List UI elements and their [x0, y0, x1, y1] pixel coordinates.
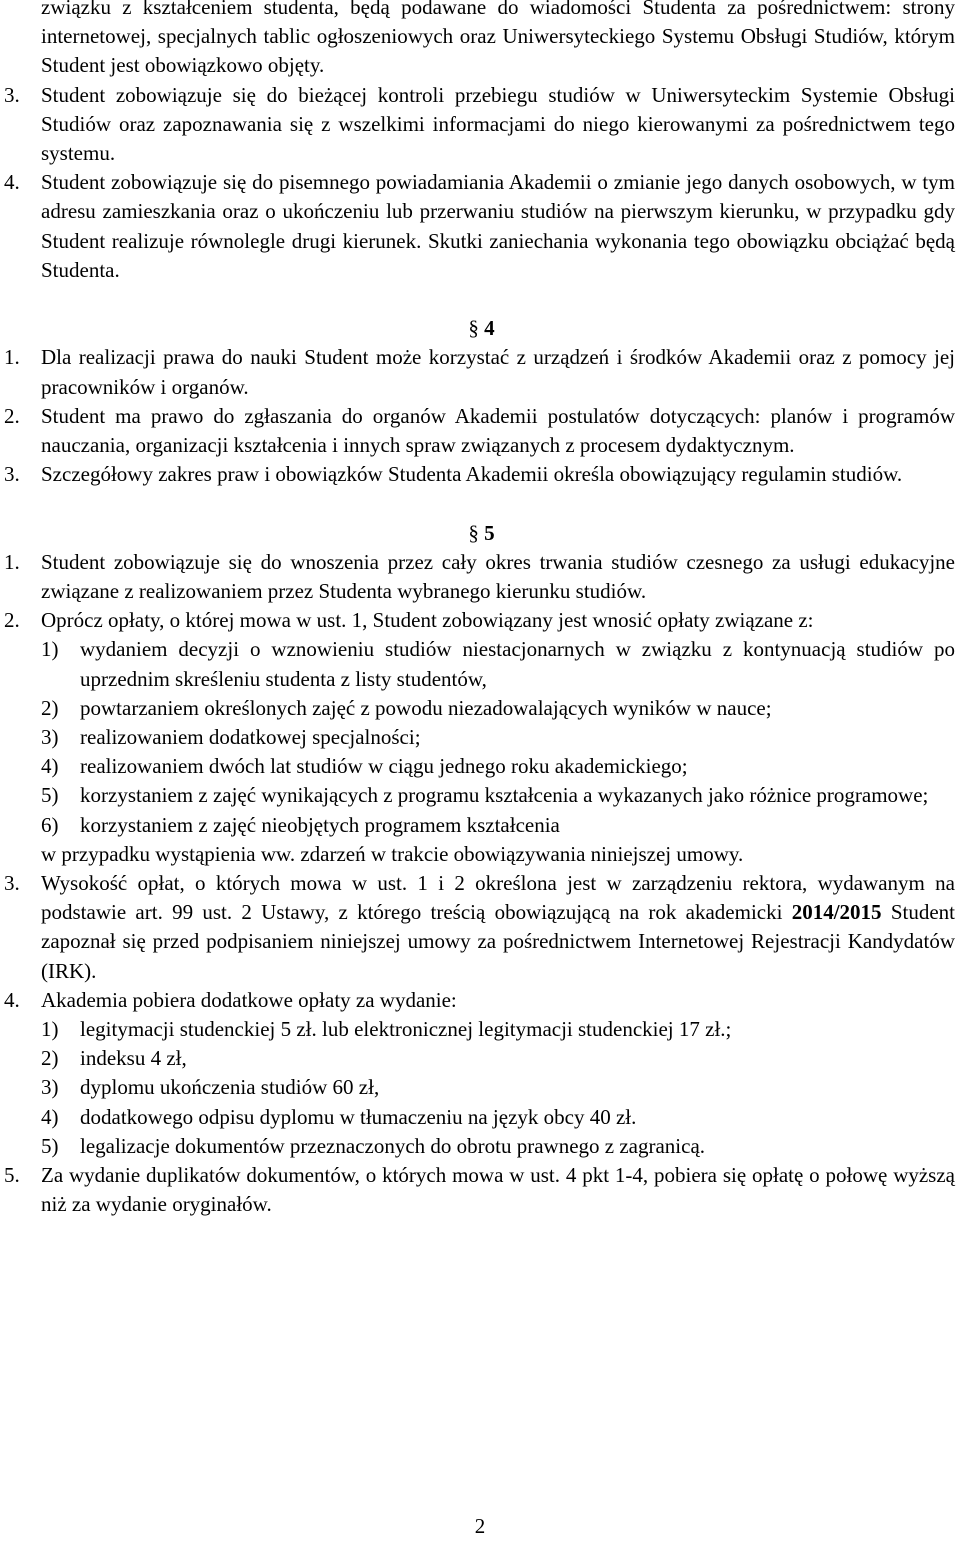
section5-item-2 [0, 606, 955, 635]
subitem-text: legalizacje dokumentów przeznaczonych do obrotu prawnego z zagranicą. [80, 1133, 706, 1158]
item-number: 4. [4, 987, 20, 1012]
document-fee-subitem [0, 1103, 955, 1132]
item-number: 2. [4, 608, 20, 633]
subitem-text: legitymacji studenckiej 5 zł. lub elektronicznej legitymacji studenckiej 17 zł.; [80, 1017, 732, 1042]
item-text-after: Student zapoznał się przed podpisaniem niniejszej umowy za pośrednictwem Internetowej Rejestracji Kandydatów (IRK). [41, 900, 956, 983]
item-number: 2. [4, 403, 20, 428]
subitem-number: 1) [41, 637, 59, 662]
subitem-text: indeksu 4 zł, [80, 1046, 187, 1071]
item-text: Dla realizacji prawa do nauki Student może korzystać z urządzeń i środków Akademii oraz z pomocy jej pracowników i organów. [41, 345, 955, 399]
item-text: Student zobowiązuje się do pisemnego powiadamiania Akademii o zmianie jego danych osobowych, w tym adresu zamieszkania oraz o ukończeniu lub przerwaniu studiów na pierwszym kierunku, w przypadku gdy Student realizuje równolegle drugi kierunek. Skutki zaniechania wykonania tego obowiązku obciążać będą Studenta. [41, 170, 955, 282]
subitem-number: 4) [41, 1104, 59, 1129]
section-number: 5 [484, 520, 495, 545]
fee-subitem [0, 752, 955, 781]
fee-subitem [0, 723, 955, 752]
section-symbol: § [468, 316, 479, 341]
document-fee-subitem [0, 1015, 955, 1044]
subitem-text: realizowaniem dwóch lat studiów w ciągu jednego roku akademickiego; [80, 754, 688, 779]
section4-item-3 [0, 460, 955, 489]
section4-item-2 [0, 402, 955, 460]
item-text: Student zobowiązuje się do wnoszenia przez cały okres trwania studiów czesnego za usługi edukacyjne związane z realizowaniem przez Studenta wybranego kierunku studiów. [41, 549, 955, 603]
section5-item-4 [0, 986, 955, 1015]
subitem-number: 4) [41, 754, 59, 779]
item-text: Student ma prawo do zgłaszania do organów Akademii postulatów dotyczących: planów i programów nauczania, organizacji kształcenia i innych spraw związanych z procesem dydaktycznym. [41, 403, 955, 458]
item-text: Szczegółowy zakres praw i obowiązków Studenta Akademii określa obowiązujący regulamin studiów. [41, 462, 903, 487]
item-number: 3. [4, 82, 20, 107]
paragraph-3 [0, 81, 955, 169]
academic-year: 2014/2015 [791, 900, 882, 925]
document-fee-subitem [0, 1132, 955, 1161]
item-text: Akademia pobiera dodatkowe opłaty za wydanie: [41, 987, 457, 1012]
paragraph-4 [0, 168, 955, 285]
section4-item-1 [0, 343, 955, 401]
subitem-number: 2) [41, 695, 59, 720]
section-number: 4 [484, 316, 495, 341]
fee-closing-line: w przypadku wystąpienia ww. zdarzeń w trakcie obowiązywania niniejszej umowy. [41, 841, 744, 866]
item-number: 3. [4, 871, 20, 896]
section-heading-4 [0, 314, 955, 343]
document-fee-subitem [0, 1044, 955, 1073]
item-text: Student zobowiązuje się do bieżącej kontroli przebiegu studiów w Uniwersyteckim Systemie Obsługi Studiów oraz zapoznawania się z wszelkimi informacjami do niego kierowanymi za pośrednictwem tego systemu. [41, 82, 955, 166]
subitem-text: dodatkowego odpisu dyplomu w tłumaczeniu na język obcy 40 zł. [80, 1104, 637, 1129]
item-number: 1. [4, 549, 20, 574]
item-number: 5. [4, 1163, 20, 1188]
subitem-number: 3) [41, 725, 59, 750]
subitem-number: 6) [41, 812, 59, 837]
item-number: 3. [4, 462, 20, 487]
subitem-text: wydaniem decyzji o wznowieniu studiów niestacjonarnych w związku z kontynuacją studiów po uprzednim skreśleniu studenta z listy studentów, [80, 637, 955, 691]
fee-subitem [0, 694, 955, 723]
section5-item-1 [0, 548, 955, 606]
section5-item-3 [0, 869, 955, 986]
subitem-text: korzystaniem z zajęć wynikających z programu kształcenia a wykazanych jako różnice programowe; [80, 783, 929, 808]
continuation-paragraph: związku z kształceniem studenta, będą podawane do wiadomości Studenta za pośrednictwem: strony internetowej, specjalnych tablic ogłoszeniowych oraz Uniwersyteckiego Systemu Obsługi Studiów, którym Student jest obowiązkowo objęty. [41, 0, 955, 78]
subitem-text: powtarzaniem określonych zajęć z powodu niezadowalających wyników w nauce; [80, 695, 772, 720]
page-number: 2 [474, 1514, 486, 1538]
subitem-text: korzystaniem z zajęć nieobjętych programem kształcenia [80, 812, 560, 837]
item-number: 4. [4, 170, 20, 195]
subitem-number: 2) [41, 1046, 59, 1071]
subitem-number: 1) [41, 1017, 59, 1042]
fee-subitem [0, 811, 955, 840]
item-number: 1. [4, 345, 20, 370]
section-heading-5 [0, 519, 955, 548]
item-text-before: Wysokość opłat, o których mowa w ust. 1 i 2 określona jest w zarządzeniu rektora, wydawanym na podstawie art. 99 ust. 2 Ustawy, z którego treścią obowiązującą na rok akademicki [41, 871, 955, 925]
fee-subitem [0, 781, 955, 810]
item-text: Za wydanie duplikatów dokumentów, o których mowa w ust. 4 pkt 1-4, pobiera się opłatę o połowę wyższą niż za wydanie oryginałów. [41, 1163, 955, 1217]
subitem-text: dyplomu ukończenia studiów 60 zł, [80, 1075, 380, 1100]
section5-item-5 [0, 1161, 955, 1219]
item-text: Oprócz opłaty, o której mowa w ust. 1, Student zobowiązany jest wnosić opłaty związane z: [41, 608, 814, 633]
section-symbol: § [468, 520, 479, 545]
subitem-number: 3) [41, 1075, 59, 1100]
fee-subitem [0, 635, 955, 693]
subitem-text: realizowaniem dodatkowej specjalności; [80, 725, 421, 750]
subitem-number: 5) [41, 783, 59, 808]
document-fee-subitem [0, 1073, 955, 1102]
subitem-number: 5) [41, 1133, 59, 1158]
